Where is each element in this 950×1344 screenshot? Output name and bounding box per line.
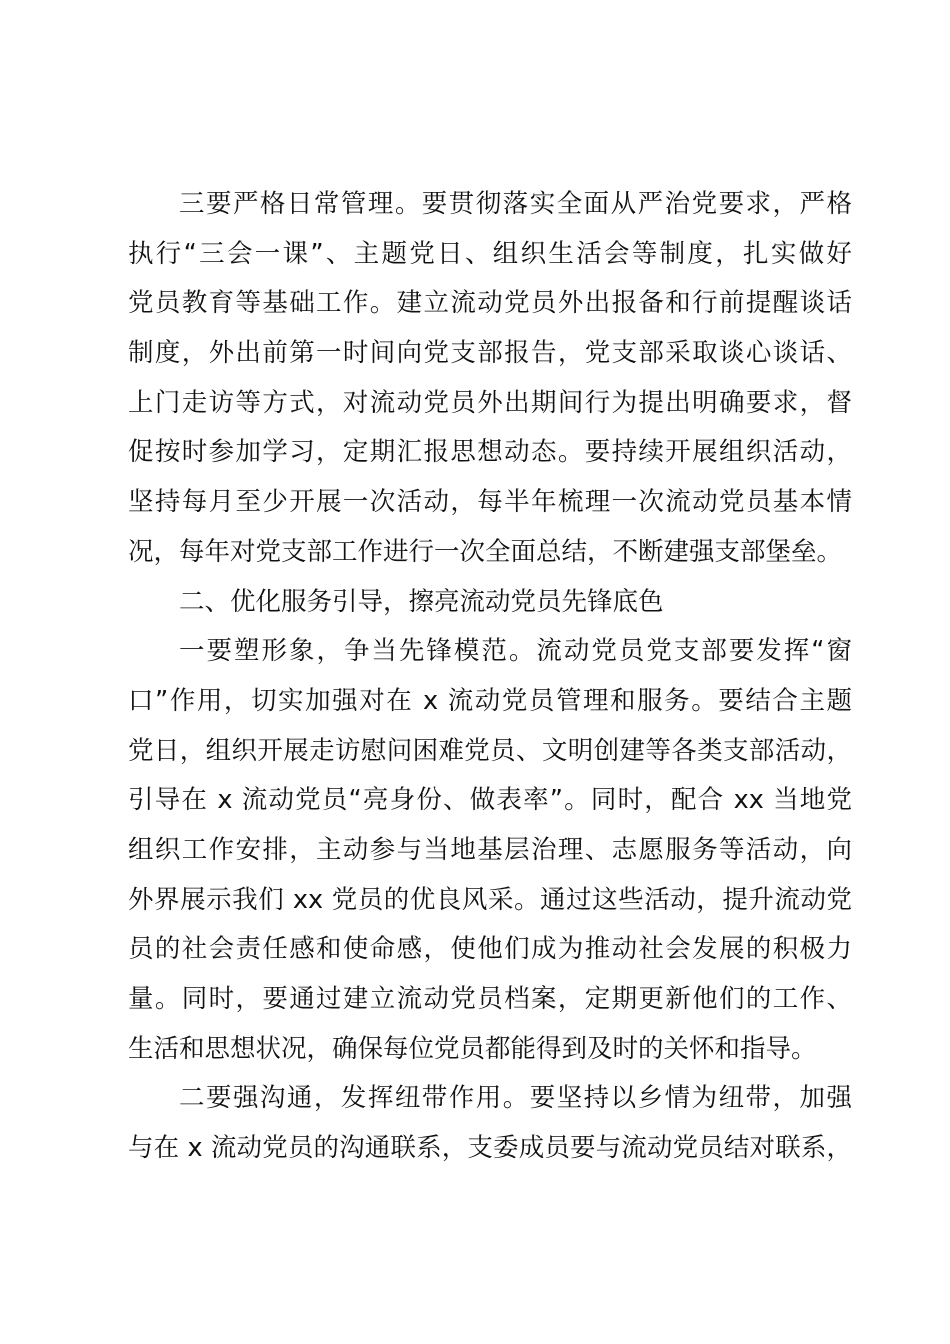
text-line: 坚持每月至少开展一次活动，每半年梳理一次流动党员基本情 — [128, 487, 852, 518]
text-line: 党员教育等基础工作。建立流动党员外出报备和行前提醒谈话 — [128, 288, 852, 319]
text-line: 促按时参加学习，定期汇报思想动态。要持续开展组织活动， — [128, 437, 852, 468]
document-body — [128, 180, 852, 1174]
text-line: 党日，组织开展走访慰问困难党员、文明创建等各类支部活动， — [128, 735, 852, 766]
text-line: 生活和思想状况，确保每位党员都能得到及时的关怀和指导。 — [128, 1033, 817, 1064]
text-line: 与在 x 流动党员的沟通联系，支委成员要与流动党员结对联系， — [128, 1133, 852, 1164]
text-line: 上门走访等方式，对流动党员外出期间行为提出明确要求，督 — [128, 387, 852, 418]
text-line: 一要塑形象，争当先锋模范。流动党员党支部要发挥“窗 — [179, 636, 852, 667]
text-line: 员的社会责任感和使命感，使他们成为推动社会发展的积极力 — [128, 934, 852, 965]
text-line: 三要严格日常管理。要贯彻落实全面从严治党要求，严格 — [179, 189, 852, 219]
text-line: 引导在 x 流动党员“亮身份、做表率”。同时，配合 xx 当地党 — [128, 785, 852, 816]
text-line: 口”作用，切实加强对在 x 流动党员管理和服务。要结合主题 — [128, 685, 852, 716]
text-line: 组织工作安排，主动参与当地基层治理、志愿服务等活动，向 — [128, 834, 852, 865]
text-line: 二要强沟通，发挥纽带作用。要坚持以乡情为纽带，加强 — [179, 1083, 852, 1114]
section-heading: 二、优化服务引导，擦亮流动党员先锋底色 — [179, 586, 664, 617]
text-line: 况，每年对党支部工作进行一次全面总结，不断建强支部堡垒。 — [128, 536, 843, 567]
text-line: 制度，外出前第一时间向党支部报告，党支部采取谈心谈话、 — [128, 338, 852, 369]
text-line: 外界展示我们 xx 党员的优良风采。通过这些活动，提升流动党 — [128, 884, 852, 915]
text-line: 执行“三会一课”、主题党日、组织生活会等制度，扎实做好 — [128, 238, 852, 269]
text-line: 量。同时，要通过建立流动党员档案，定期更新他们的工作、 — [128, 984, 852, 1014]
